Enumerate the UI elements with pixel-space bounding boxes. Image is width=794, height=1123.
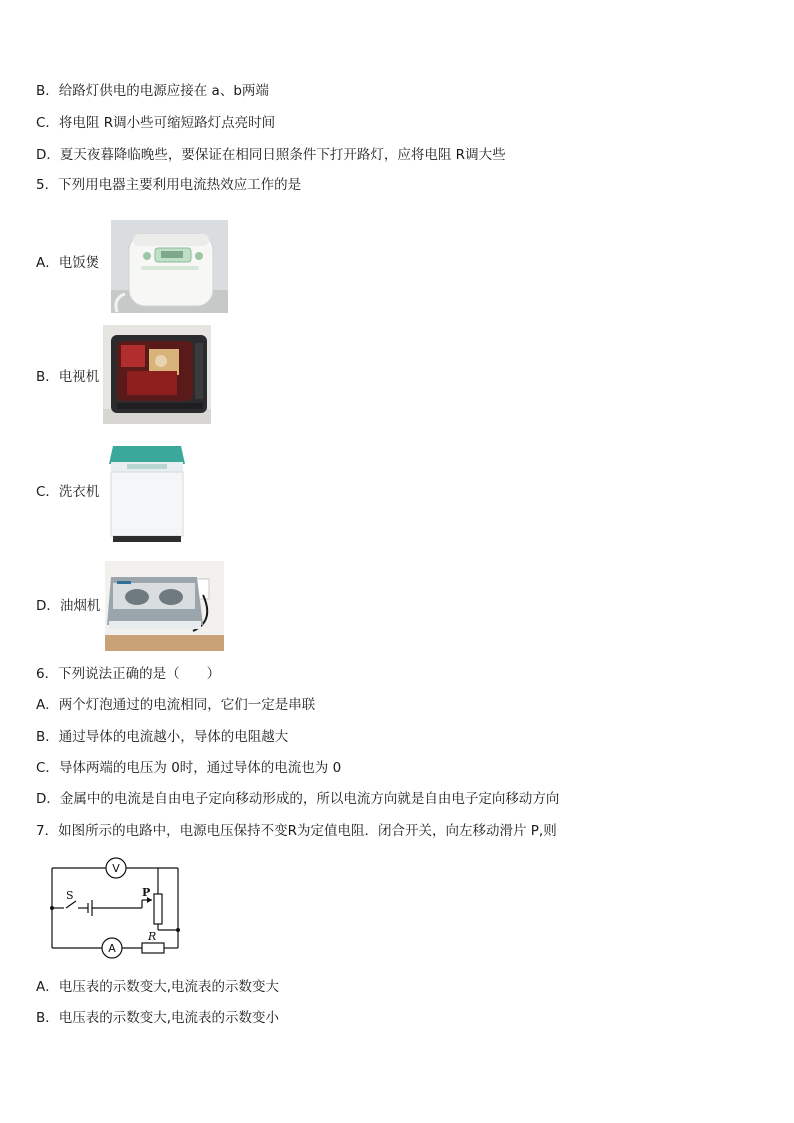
q5-option-b-label: B．电视机 (36, 369, 100, 385)
q4-option-b: B．给路灯供电的电源应接在 a、b两端 (36, 83, 269, 99)
circuit-diagram (44, 856, 184, 960)
slider-label: P (142, 886, 151, 899)
washing-machine-image (107, 442, 187, 545)
q7-stem: 7．如图所示的电路中，电源电压保持不变R为定值电阻．闭合开关，向左移动滑片 P,则 (36, 823, 557, 839)
q5-option-c-label: C．洗衣机 (36, 484, 100, 500)
television-image (103, 325, 211, 424)
range-hood-image (105, 561, 224, 651)
q5-option-d-label: D．油烟机 (36, 598, 101, 614)
q6-option-c: C．导体两端的电压为 0时，通过导体的电流也为 0 (36, 760, 342, 776)
switch-label: S (66, 889, 74, 902)
q6-stem: 6．下列说法正确的是（ ） (36, 666, 221, 682)
q5-option-a-label: A．电饭煲 (36, 255, 100, 271)
q4-option-c: C．将电阻 R调小些可缩短路灯点亮时间 (36, 115, 276, 131)
ammeter-label: A (108, 942, 116, 955)
q7-option-b: B．电压表的示数变大,电流表的示数变小 (36, 1010, 280, 1026)
q6-option-b: B．通过导体的电流越小，导体的电阻越大 (36, 729, 289, 745)
q4-option-d: D．夏天夜暮降临晚些，要保证在相同日照条件下打开路灯，应将电阻 R调大些 (36, 147, 506, 163)
q7-option-a: A．电压表的示数变大,电流表的示数变大 (36, 979, 280, 995)
q6-option-a: A．两个灯泡通过的电流相同，它们一定是串联 (36, 697, 316, 713)
resistor-label: R (148, 930, 157, 943)
q6-option-d: D．金属中的电流是自由电子定向移动形成的，所以电流方向就是自由电子定向移动方向 (36, 791, 560, 807)
voltmeter-label: V (112, 862, 120, 875)
rice-cooker-image (111, 220, 228, 313)
q5-stem: 5．下列用电器主要利用电流热效应工作的是 (36, 177, 302, 193)
